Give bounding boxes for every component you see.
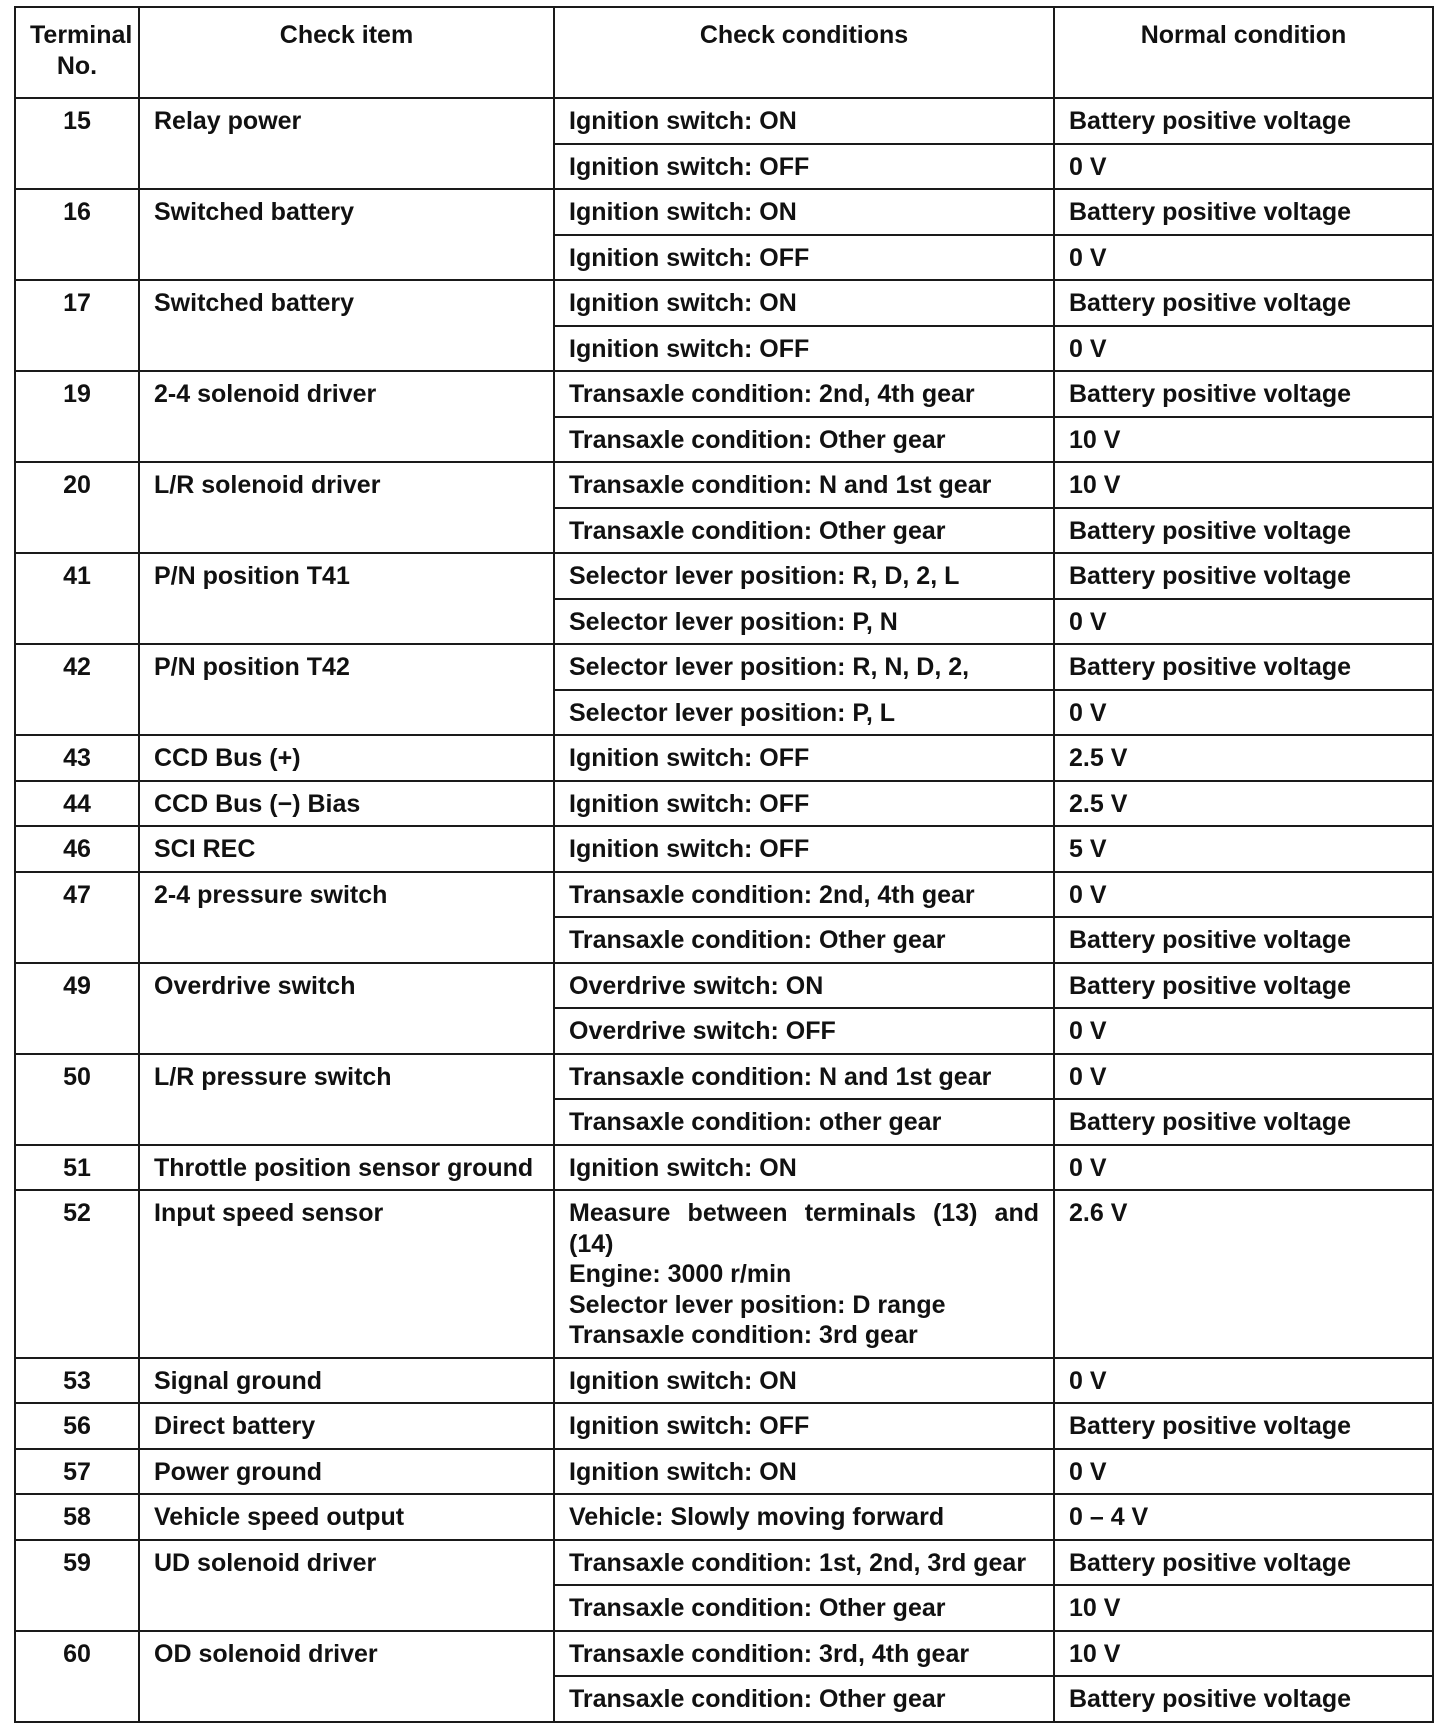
normal-condition-cell: Battery positive voltage bbox=[1054, 1676, 1433, 1722]
table-row bbox=[15, 735, 1433, 781]
terminal-number-cell: 41 bbox=[15, 553, 139, 644]
header-terminal-no: Terminal No. bbox=[15, 7, 139, 98]
check-condition-cell: Selector lever position: R, D, 2, L bbox=[554, 553, 1054, 599]
table-row bbox=[15, 826, 1433, 872]
check-condition-cell: Transaxle condition: Other gear bbox=[554, 417, 1054, 463]
normal-condition-cell: 0 – 4 V bbox=[1054, 1494, 1433, 1540]
terminal-number-cell: 43 bbox=[15, 735, 139, 781]
normal-condition-cell: 5 V bbox=[1054, 826, 1433, 872]
check-condition-cell: Ignition switch: OFF bbox=[554, 144, 1054, 190]
normal-condition-cell: 0 V bbox=[1054, 1145, 1433, 1191]
condition-line: Selector lever position: D range bbox=[569, 1290, 946, 1319]
normal-condition-cell: Battery positive voltage bbox=[1054, 917, 1433, 963]
check-item-cell: Signal ground bbox=[139, 1358, 554, 1404]
check-condition-cell: Ignition switch: OFF bbox=[554, 235, 1054, 281]
condition-line: Engine: 3000 r/min bbox=[569, 1260, 792, 1288]
normal-condition-cell: 0 V bbox=[1054, 872, 1433, 918]
table-row bbox=[15, 781, 1433, 827]
check-item-cell: Throttle position sensor ground bbox=[139, 1145, 554, 1191]
header-normal-condition: Normal condition bbox=[1054, 7, 1433, 98]
normal-condition-cell: 0 V bbox=[1054, 599, 1433, 645]
normal-condition-cell: 2.5 V bbox=[1054, 735, 1433, 781]
check-condition-cell: Transaxle condition: Other gear bbox=[554, 1585, 1054, 1631]
check-condition-cell bbox=[554, 1190, 1054, 1358]
terminal-number-cell: 59 bbox=[15, 1540, 139, 1631]
normal-condition-cell: Battery positive voltage bbox=[1054, 508, 1433, 554]
check-item-cell: CCD Bus (−) Bias bbox=[139, 781, 554, 827]
table-row bbox=[15, 1449, 1433, 1495]
terminal-number-cell: 52 bbox=[15, 1190, 139, 1358]
check-condition-cell: Ignition switch: ON bbox=[554, 98, 1054, 144]
terminal-number-cell: 60 bbox=[15, 1631, 139, 1722]
table-body bbox=[15, 98, 1433, 1722]
terminal-number-cell: 58 bbox=[15, 1494, 139, 1540]
table-row bbox=[15, 1494, 1433, 1540]
check-condition-cell: Ignition switch: OFF bbox=[554, 781, 1054, 827]
condition-line: Measure between terminals (13) and (14) bbox=[569, 1199, 1039, 1258]
normal-condition-cell: Battery positive voltage bbox=[1054, 98, 1433, 144]
check-condition-cell: Ignition switch: ON bbox=[554, 189, 1054, 235]
check-condition-cell: Transaxle condition: 1st, 2nd, 3rd gear bbox=[554, 1540, 1054, 1586]
normal-condition-cell: 0 V bbox=[1054, 1008, 1433, 1054]
table-row bbox=[15, 280, 1433, 326]
normal-condition-cell: 0 V bbox=[1054, 1358, 1433, 1404]
terminal-number-cell: 50 bbox=[15, 1054, 139, 1145]
terminal-number-cell: 46 bbox=[15, 826, 139, 872]
table-row bbox=[15, 1358, 1433, 1404]
normal-condition-cell: 10 V bbox=[1054, 1585, 1433, 1631]
table-row bbox=[15, 1190, 1433, 1358]
normal-condition-cell: 0 V bbox=[1054, 1054, 1433, 1100]
check-condition-cell: Transaxle condition: N and 1st gear bbox=[554, 462, 1054, 508]
normal-condition-cell: 0 V bbox=[1054, 144, 1433, 190]
check-condition-cell: Transaxle condition: Other gear bbox=[554, 1676, 1054, 1722]
normal-condition-cell: Battery positive voltage bbox=[1054, 553, 1433, 599]
check-item-cell: Input speed sensor bbox=[139, 1190, 554, 1358]
normal-condition-cell: 10 V bbox=[1054, 462, 1433, 508]
check-condition-cell: Ignition switch: OFF bbox=[554, 326, 1054, 372]
check-item-cell: Vehicle speed output bbox=[139, 1494, 554, 1540]
check-condition-cell: Transaxle condition: Other gear bbox=[554, 508, 1054, 554]
table-row bbox=[15, 644, 1433, 690]
terminal-number-cell: 51 bbox=[15, 1145, 139, 1191]
normal-condition-cell: 0 V bbox=[1054, 326, 1433, 372]
header-check-conditions: Check conditions bbox=[554, 7, 1054, 98]
check-item-cell: Overdrive switch bbox=[139, 963, 554, 1054]
check-item-cell: 2-4 solenoid driver bbox=[139, 371, 554, 462]
check-condition-cell: Selector lever position: P, N bbox=[554, 599, 1054, 645]
check-item-cell: P/N position T41 bbox=[139, 553, 554, 644]
terminal-number-cell: 49 bbox=[15, 963, 139, 1054]
check-item-cell: UD solenoid driver bbox=[139, 1540, 554, 1631]
terminal-number-cell: 16 bbox=[15, 189, 139, 280]
normal-condition-cell: 0 V bbox=[1054, 235, 1433, 281]
table-row bbox=[15, 553, 1433, 599]
check-condition-cell: Ignition switch: ON bbox=[554, 1145, 1054, 1191]
check-item-cell: Relay power bbox=[139, 98, 554, 189]
check-item-cell: P/N position T42 bbox=[139, 644, 554, 735]
terminal-number-cell: 15 bbox=[15, 98, 139, 189]
check-condition-cell: Ignition switch: OFF bbox=[554, 826, 1054, 872]
check-condition-cell: Ignition switch: OFF bbox=[554, 1403, 1054, 1449]
normal-condition-cell: 10 V bbox=[1054, 1631, 1433, 1677]
check-item-cell: L/R solenoid driver bbox=[139, 462, 554, 553]
check-item-cell: L/R pressure switch bbox=[139, 1054, 554, 1145]
terminal-number-cell: 42 bbox=[15, 644, 139, 735]
terminal-number-cell: 44 bbox=[15, 781, 139, 827]
normal-condition-cell: Battery positive voltage bbox=[1054, 963, 1433, 1009]
check-condition-cell: Ignition switch: ON bbox=[554, 1449, 1054, 1495]
check-condition-cell: Selector lever position: R, N, D, 2, bbox=[554, 644, 1054, 690]
table-row bbox=[15, 1403, 1433, 1449]
table-row bbox=[15, 189, 1433, 235]
normal-condition-cell: 0 V bbox=[1054, 1449, 1433, 1495]
check-item-cell: Switched battery bbox=[139, 280, 554, 371]
condition-line: Transaxle condition: 3rd gear bbox=[569, 1321, 918, 1349]
check-item-cell: Direct battery bbox=[139, 1403, 554, 1449]
table-row bbox=[15, 371, 1433, 417]
terminal-number-cell: 53 bbox=[15, 1358, 139, 1404]
table-row bbox=[15, 1054, 1433, 1100]
check-condition-cell: Transaxle condition: other gear bbox=[554, 1099, 1054, 1145]
normal-condition-cell: Battery positive voltage bbox=[1054, 1540, 1433, 1586]
terminal-number-cell: 17 bbox=[15, 280, 139, 371]
check-condition-cell: Transaxle condition: Other gear bbox=[554, 917, 1054, 963]
terminal-number-cell: 19 bbox=[15, 371, 139, 462]
normal-condition-cell: Battery positive voltage bbox=[1054, 189, 1433, 235]
header-check-item: Check item bbox=[139, 7, 554, 98]
check-item-cell: CCD Bus (+) bbox=[139, 735, 554, 781]
terminal-number-cell: 56 bbox=[15, 1403, 139, 1449]
normal-condition-cell: Battery positive voltage bbox=[1054, 371, 1433, 417]
terminal-number-cell: 57 bbox=[15, 1449, 139, 1495]
check-condition-cell: Ignition switch: OFF bbox=[554, 735, 1054, 781]
table-row bbox=[15, 1631, 1433, 1677]
check-item-cell: OD solenoid driver bbox=[139, 1631, 554, 1722]
table-row bbox=[15, 462, 1433, 508]
table-row bbox=[15, 98, 1433, 144]
table-header bbox=[15, 7, 1433, 98]
table-row bbox=[15, 1540, 1433, 1586]
check-condition-cell: Transaxle condition: 2nd, 4th gear bbox=[554, 371, 1054, 417]
check-condition-cell: Overdrive switch: ON bbox=[554, 963, 1054, 1009]
table-row bbox=[15, 963, 1433, 1009]
terminal-check-sheet bbox=[14, 6, 1432, 1723]
normal-condition-cell: Battery positive voltage bbox=[1054, 1403, 1433, 1449]
terminal-voltage-table bbox=[14, 6, 1434, 1723]
terminal-number-cell: 20 bbox=[15, 462, 139, 553]
check-condition-cell: Ignition switch: ON bbox=[554, 1358, 1054, 1404]
check-item-cell: 2-4 pressure switch bbox=[139, 872, 554, 963]
check-condition-cell: Ignition switch: ON bbox=[554, 280, 1054, 326]
normal-condition-cell: 2.6 V bbox=[1054, 1190, 1433, 1358]
check-item-cell: Power ground bbox=[139, 1449, 554, 1495]
check-item-cell: Switched battery bbox=[139, 189, 554, 280]
table-row bbox=[15, 872, 1433, 918]
check-condition-cell: Transaxle condition: 2nd, 4th gear bbox=[554, 872, 1054, 918]
check-condition-cell: Transaxle condition: 3rd, 4th gear bbox=[554, 1631, 1054, 1677]
normal-condition-cell: Battery positive voltage bbox=[1054, 280, 1433, 326]
terminal-number-cell: 47 bbox=[15, 872, 139, 963]
check-condition-cell: Vehicle: Slowly moving forward bbox=[554, 1494, 1054, 1540]
check-condition-cell: Selector lever position: P, L bbox=[554, 690, 1054, 736]
check-item-cell: SCI REC bbox=[139, 826, 554, 872]
normal-condition-cell: 2.5 V bbox=[1054, 781, 1433, 827]
table-row bbox=[15, 1145, 1433, 1191]
normal-condition-cell: Battery positive voltage bbox=[1054, 1099, 1433, 1145]
normal-condition-cell: Battery positive voltage bbox=[1054, 644, 1433, 690]
check-condition-cell: Overdrive switch: OFF bbox=[554, 1008, 1054, 1054]
normal-condition-cell: 10 V bbox=[1054, 417, 1433, 463]
check-condition-cell: Transaxle condition: N and 1st gear bbox=[554, 1054, 1054, 1100]
normal-condition-cell: 0 V bbox=[1054, 690, 1433, 736]
